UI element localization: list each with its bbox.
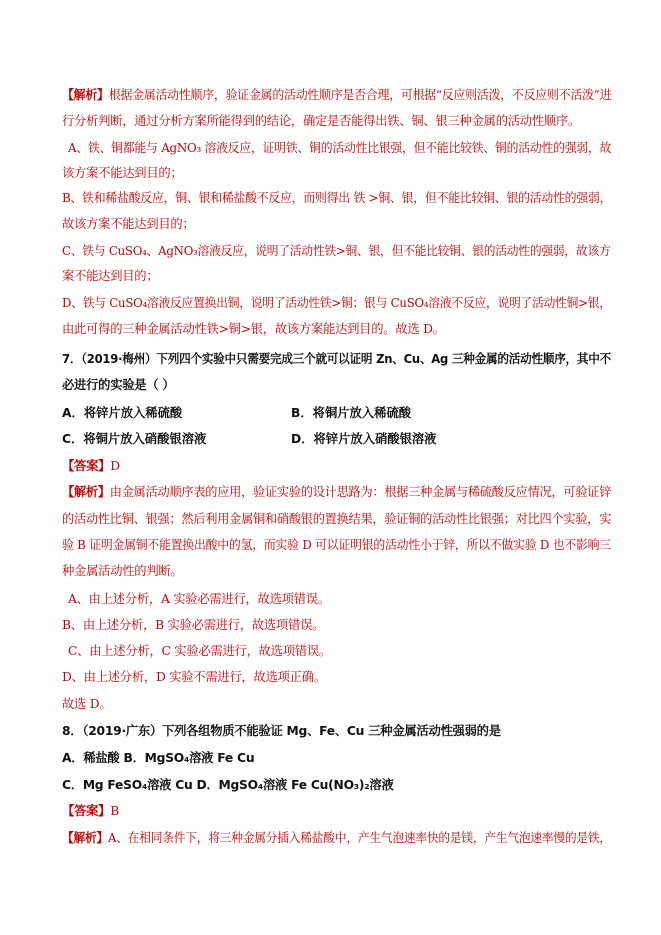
analysis-line: 由此可得的三种金属活动性铁>铜>银，故该方案能达到目的。故选 D。 — [62, 322, 445, 336]
analysis-line: A、铁、铜都能与 AgNO₃ 溶液反应，证明铁、铜的活动性比银强，但不能比较铁、铜的活动性的强弱，故 — [68, 141, 612, 155]
analysis-line: 【解析】根据金属活动性顺序，验证金属的活动性顺序是否合理，可根据“反应则活泼，不反应则不活泼”进 — [62, 87, 612, 102]
analysis-line: B、由上述分析，B 实验必需进行，故选项错误。 — [62, 618, 325, 632]
analysis-tag: 【解析】 — [62, 830, 109, 845]
analysis-line: B、铁和稀盐酸反应，铜、银和稀盐酸不反应，而则得出 铁 >铜、银，但不能比较铜、银的活动性的强弱， — [62, 191, 612, 205]
question-7-stem: 必进行的实验是（ ） — [62, 378, 175, 392]
answer-line — [62, 458, 120, 474]
analysis-line: 【解析】由金属活动顺序表的应用，验证实验的设计思路为：根据三种金属与稀硫酸反应情况，可验证锌 — [62, 484, 612, 499]
analysis-line: 种金属活动性的判断。 — [62, 564, 183, 578]
analysis-line: 故该方案不能达到目的； — [62, 217, 195, 231]
analysis-line: A、由上述分析，A 实验必需进行，故选项错误。 — [68, 592, 330, 606]
analysis-tag: 【解析】 — [62, 484, 110, 499]
question-8-options-ab: A．稀盐酸 B．MgSO₄溶液 Fe Cu — [62, 751, 255, 765]
question-7-option-c: C．将铜片放入硝酸银溶液 — [62, 432, 207, 446]
answer-value: D — [110, 459, 120, 473]
analysis-line: D、铁与 CuSO₄溶液反应置换出铜，说明了活动性铁>铜；银与 CuSO₄溶液不反应，说明了活动性铜>银， — [62, 296, 611, 310]
question-7-option-a: A．将锌片放入稀硫酸 — [62, 406, 183, 420]
answer-value: B — [110, 804, 119, 818]
analysis-line: 的活动性比铜、银强；然后利用金属铜和硝酸银的置换结果，验证铜的活动性比银强；对比四个实验，实 — [62, 512, 612, 526]
question-8-stem: 8．（2019·广东）下列各组物质不能验证 Mg、Fe、Cu 三种金属活动性强弱的是 — [62, 724, 501, 738]
answer-line — [62, 803, 119, 819]
question-8-options-cd: C．Mg FeSO₄溶液 Cu D．MgSO₄溶液 Fe Cu(NO₃)₂溶液 — [62, 778, 394, 792]
question-7-stem: 7．（2019·梅州）下列四个实验中只需要完成三个就可以证明 Zn、Cu、Ag 三种金属的活动性顺序，其中不 — [62, 352, 612, 366]
analysis-line: 该方案不能达到目的； — [62, 166, 183, 180]
analysis-line: 故选 D。 — [62, 697, 112, 711]
question-7-option-b: B．将铜片放入稀硫酸 — [291, 406, 412, 420]
analysis-line: C、铁与 CuSO₄、AgNO₃溶液反应，说明了活动性铁>铜、银，但不能比较铜、银的活动性的强弱，故该方 — [62, 244, 611, 258]
analysis-line: 【解析】A、在相同条件下，将三种金属分插入稀盐酸中，产生气泡速率快的是镁，产生气泡速率慢的是铁， — [62, 830, 611, 845]
analysis-line: 行分析判断，通过分析方案所能得到的结论，确定是否能得出铁、铜、银三种金属的活动性顺序。 — [62, 114, 581, 128]
answer-tag: 【答案】 — [62, 458, 111, 473]
question-7-option-d: D．将锌片放入硝酸银溶液 — [291, 432, 437, 446]
answer-tag: 【答案】 — [62, 803, 111, 818]
analysis-line: 案不能达到目的； — [62, 269, 159, 283]
analysis-tag: 【解析】 — [62, 87, 109, 102]
analysis-line: D、由上述分析，D 实验不需进行，故选项正确。 — [62, 670, 326, 684]
analysis-line: C、由上述分析，C 实验必需进行，故选项错误。 — [68, 644, 331, 658]
analysis-line: 验 B 证明金属铜不能置换出酸中的氢，而实验 D 可以证明银的活动性小于锌，所以不做实验 D 也不影响三 — [62, 538, 611, 552]
